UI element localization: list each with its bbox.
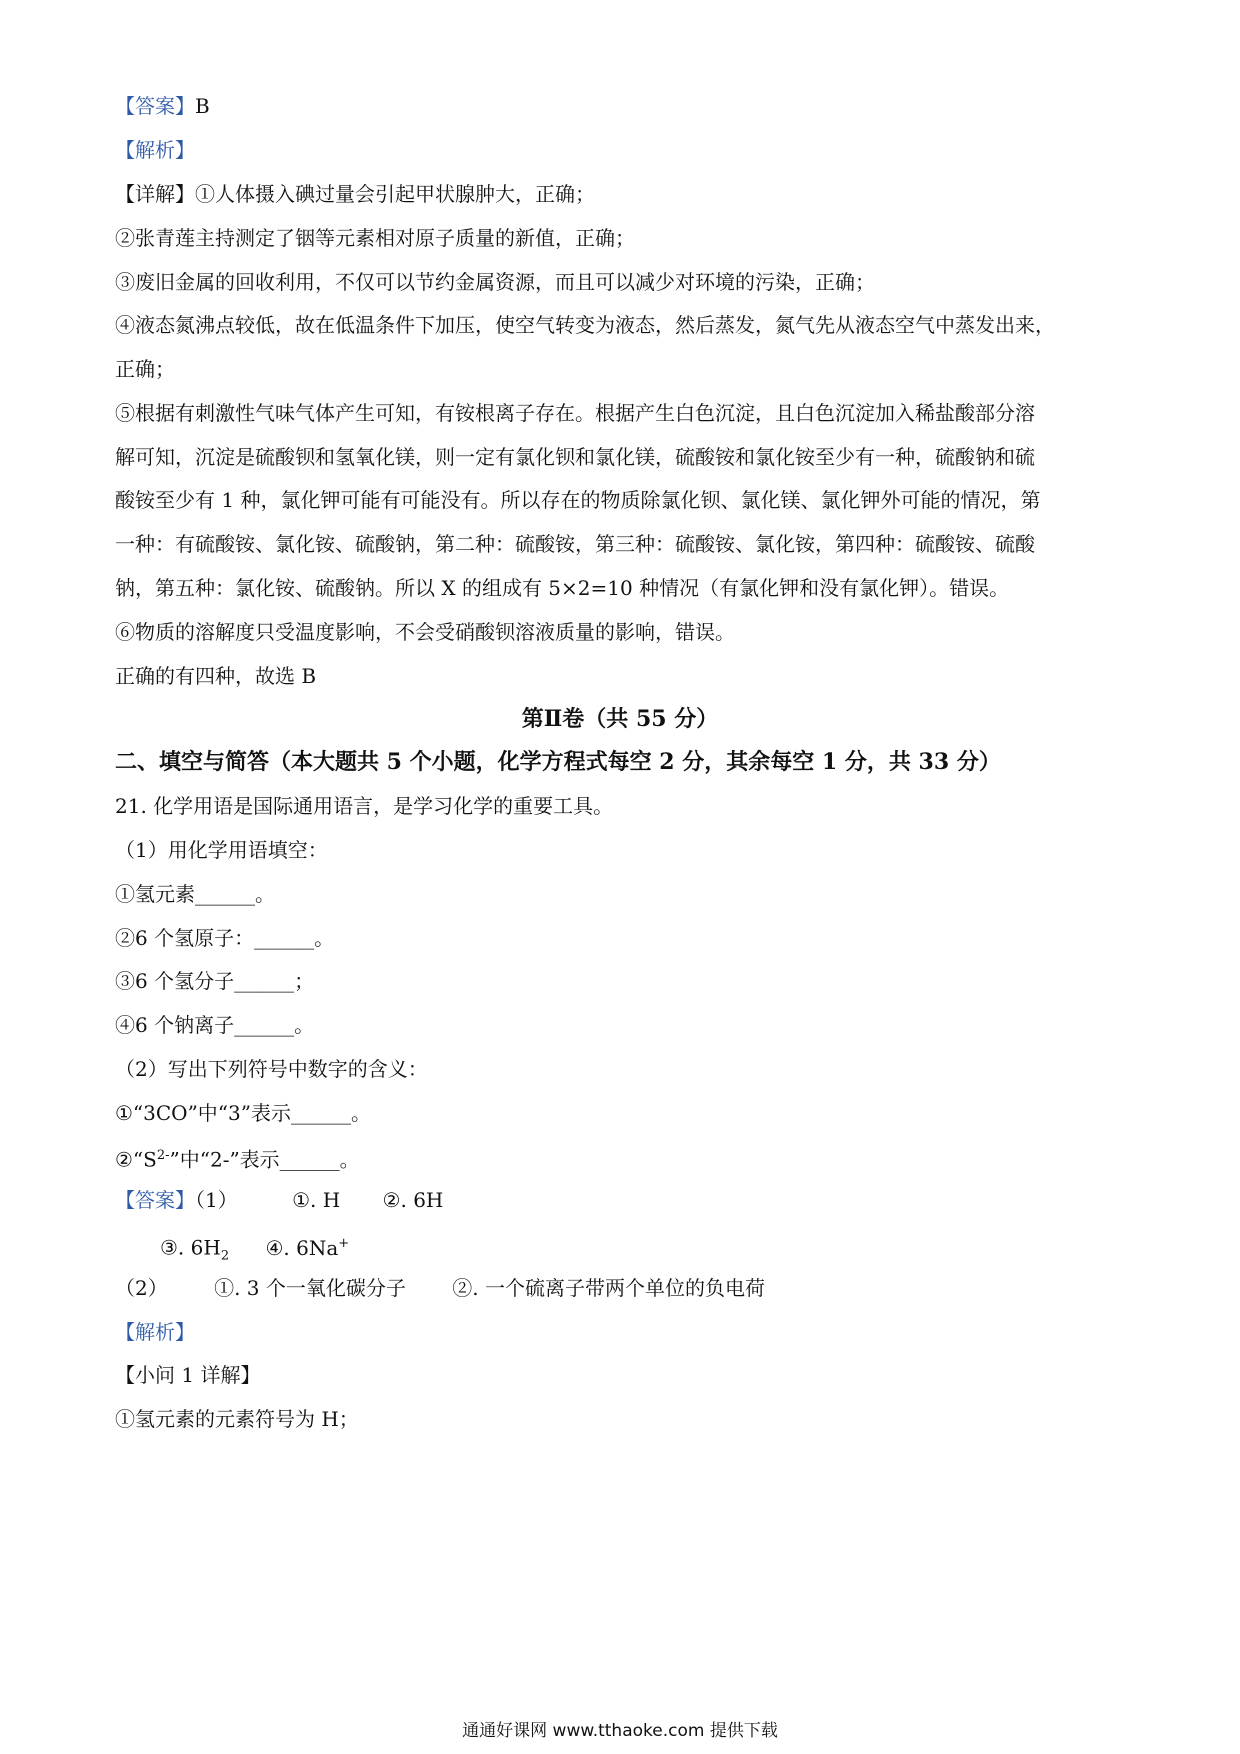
- answer2-a4-sup: +: [338, 1236, 350, 1251]
- detail-line-9: 一种：有硫酸铵、氯化铵、硫酸钠，第二种：硫酸铵，第三种：硫酸铵、氯化铵，第四种：硫酸铵、硫酸: [115, 532, 1035, 556]
- q21-item2-1: ①“3CO”中“3”表示______。: [115, 1101, 371, 1125]
- answer2-b1: ①. 3 个一氧化碳分子: [214, 1276, 406, 1300]
- detail-line-1: [115, 180, 1120, 208]
- answer2-a3-sub: 2: [220, 1248, 230, 1264]
- q21-sub2: （2）写出下列符号中数字的含义：: [115, 1057, 428, 1081]
- detail-line-11: ⑥物质的溶解度只受温度影响，不会受硝酸钡溶液质量的影响，错误。: [115, 620, 735, 644]
- q21-item-2: ②6 个氢原子：______。: [115, 926, 335, 950]
- answer-line: [115, 92, 1120, 120]
- answer2-part1: （1）: [195, 1188, 238, 1212]
- part-heading: 二、填空与简答（本大题共 5 个小题，化学方程式每空 2 分，其余每空 1 分，共 33 分）: [115, 749, 1001, 775]
- answer-tag: 【答案】: [115, 94, 195, 118]
- answer2-a1: ①. H: [292, 1188, 341, 1212]
- q21-item-1: ①氢元素______。: [115, 882, 275, 906]
- detail-line-4: ④液态氮沸点较低，故在低温条件下加压，使空气转变为液态，然后蒸发，氮气先从液态空气中蒸发出来，: [115, 313, 1055, 337]
- answer-value: B: [195, 94, 210, 118]
- q21-sub1: （1）用化学用语填空：: [115, 838, 328, 862]
- q21-item-3: ③6 个氢分子______；: [115, 969, 315, 993]
- detail-line-5: 正确；: [115, 357, 175, 381]
- detail-line-2: ②张青莲主持测定了铟等元素相对原子质量的新值，正确；: [115, 226, 635, 250]
- answer2-line-1: [115, 1186, 1120, 1214]
- detail-text: ①人体摄入碘过量会引起甲状腺肿大，正确；: [195, 182, 595, 206]
- q21-item-4: ④6 个钠离子______。: [115, 1013, 315, 1037]
- answer2-tag: 【答案】: [115, 1188, 195, 1212]
- detail-line-6: ⑤根据有刺激性气味气体产生可知，有铵根离子存在。根据产生白色沉淀，且白色沉淀加入稀盐酸部分溶: [115, 401, 1035, 425]
- detail-line-10: 钠，第五种：氯化铵、硫酸钠。所以 X 的组成有 5×2=10 种情况（有氯化钾和没有氯化钾）。错误。: [115, 576, 1010, 600]
- detail-line-8: 酸铵至少有 1 种，氯化钾可能有可能没有。所以存在的物质除氯化钡、氯化镁、氯化钾外可能的情况，第: [115, 488, 1041, 512]
- footer-watermark: 通通好课网 www.tthaoke.com 提供下载: [462, 1721, 778, 1741]
- item2-2-sup: 2-: [156, 1148, 170, 1163]
- answer2-a4: ④. 6Na: [265, 1235, 339, 1260]
- item2-2-text-b: ”中“2-”表示______。: [169, 1147, 360, 1172]
- detail-line-7: 解可知，沉淀是硫酸钡和氢氧化镁，则一定有氯化钡和氯化镁，硫酸铵和氯化铵至少有一种，硫酸钠和硫: [115, 445, 1035, 469]
- item2-2-text-a: ②“S: [115, 1147, 157, 1172]
- answer2-part2: （2）: [115, 1276, 168, 1300]
- detail-line-12: 正确的有四种，故选 B: [115, 664, 317, 688]
- detail-tag: 【详解】: [115, 182, 195, 206]
- section-title: 第Ⅱ卷（共 55 分）: [521, 706, 719, 732]
- answer2-b2: ②. 一个硫离子带两个单位的负电荷: [452, 1276, 765, 1300]
- q21-item2-2: [115, 1142, 1120, 1174]
- sub-detail-tag: 【小问 1 详解】: [115, 1363, 261, 1387]
- q21-stem: 21. 化学用语是国际通用语言，是学习化学的重要工具。: [115, 794, 614, 818]
- last-line: ①氢元素的元素符号为 H；: [115, 1407, 359, 1431]
- analysis-tag: 【解析】: [115, 138, 195, 162]
- answer2-a3: ③. 6H: [160, 1235, 221, 1260]
- answer2-line-3: [115, 1274, 1120, 1302]
- answer2-line-2: [160, 1230, 1120, 1271]
- analysis2-tag: 【解析】: [115, 1320, 195, 1344]
- answer2-a2: ②. 6H: [382, 1188, 444, 1212]
- detail-line-3: ③废旧金属的回收利用，不仅可以节约金属资源，而且可以减少对环境的污染，正确；: [115, 270, 875, 294]
